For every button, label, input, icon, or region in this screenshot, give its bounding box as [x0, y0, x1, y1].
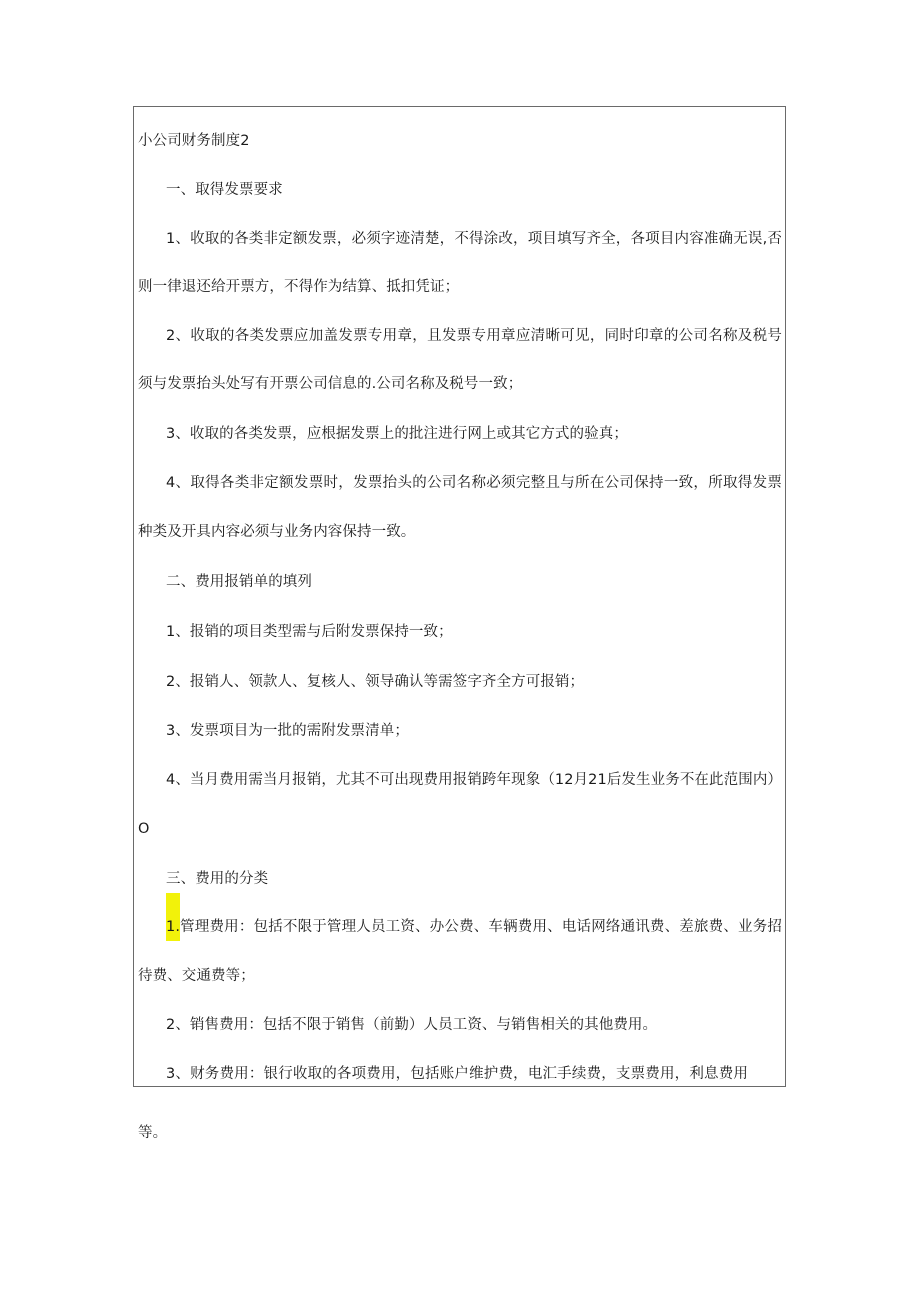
paragraph-3-2: 2、销售费用：包括不限于销售（前勤）人员工资、与销售相关的其他费用。	[166, 1017, 658, 1033]
paragraph-3-3-line-2: 等。	[138, 1125, 168, 1141]
paragraph-1-3: 3、收取的各类发票，应根据发票上的批注进行网上或其它方式的验真；	[166, 426, 628, 442]
paragraph-3-1-line-1: 1.管理费用：包括不限于管理人员工资、办公费、车辆费用、电话网络通讯费、差旅费、业务招	[166, 919, 782, 935]
paragraph-1-2-line-2: 须与发票抬头处写有开票公司信息的.公司名称及税号一致；	[138, 376, 523, 392]
section-heading-2: 二、费用报销单的填列	[166, 574, 312, 590]
section-heading-1: 一、取得发票要求	[166, 182, 283, 198]
paragraph-3-3-line-1: 3、财务费用：银行收取的各项费用，包括账户维护费，电汇手续费，支票费用，利息费用	[166, 1066, 748, 1082]
document-title: 小公司财务制度2	[138, 133, 250, 149]
paragraph-1-1-line-1: 1、收取的各类非定额发票，必须字迹清楚，不得涂改，项目填写齐全，各项目内容准确无误,否	[166, 231, 782, 247]
paragraph-1-1-line-2: 则一律退还给开票方，不得作为结算、抵扣凭证；	[138, 279, 460, 295]
paragraph-1-4-line-2: 种类及开具内容必须与业务内容保持一致。	[138, 524, 416, 540]
paragraph-2-2: 2、报销人、领款人、复核人、领导确认等需签字齐全方可报销；	[166, 674, 585, 690]
paragraph-2-4-line-2: O	[138, 821, 150, 837]
paragraph-2-3: 3、发票项目为一批的需附发票清单；	[166, 723, 409, 739]
paragraph-2-4-line-1: 4、当月费用需当月报销，尤其不可出现费用报销跨年现象（12月21后发生业务不在此范围内）	[166, 772, 783, 788]
paragraph-1-2-line-1: 2、收取的各类发票应加盖发票专用章，且发票专用章应清晰可见，同时印章的公司名称及税号	[166, 328, 782, 344]
paragraph-1-4-line-1: 4、取得各类非定额发票时，发票抬头的公司名称必须完整且与所在公司保持一致，所取得发票	[166, 475, 782, 491]
paragraph-2-1: 1、报销的项目类型需与后附发票保持一致；	[166, 624, 453, 640]
section-heading-3: 三、费用的分类	[166, 871, 269, 887]
paragraph-3-1-line-2: 待费、交通费等；	[138, 968, 255, 984]
document-frame	[133, 106, 786, 1087]
